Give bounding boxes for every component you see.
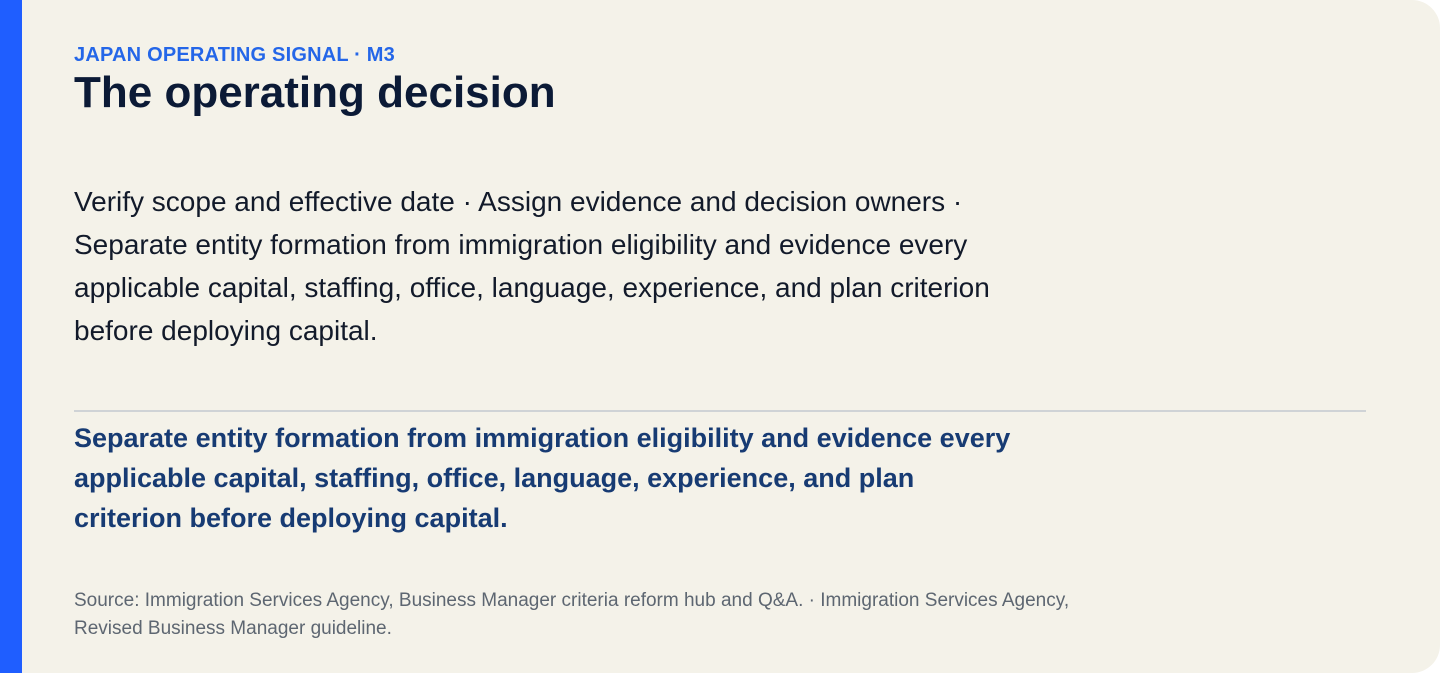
eyebrow-label: JAPAN OPERATING SIGNAL · M3 [74, 44, 395, 66]
page-title: The operating decision [74, 68, 556, 117]
accent-bar [0, 0, 22, 673]
decision-body: Verify scope and effective date · Assign evidence and decision owners · Separate entity formation from immigration eligibility and evidence every applicable capital, staffing, office, language, experience, and plan criterion before deploying capital. [74, 186, 990, 346]
source-note: Source: Immigration Services Agency, Business Manager criteria reform hub and Q&A. · Immigration Services Agency, Revised Business Manager guideline. [74, 590, 1070, 639]
section-divider [74, 410, 1366, 412]
decision-callout: Separate entity formation from immigration eligibility and evidence every applicable capital, staffing, office, language, experience, and plan criterion before deploying capital. [74, 423, 1011, 533]
